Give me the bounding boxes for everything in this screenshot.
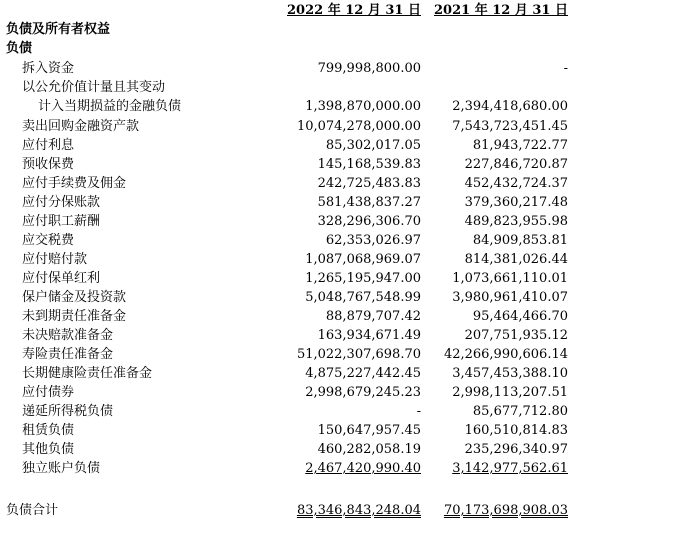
row-label: 预收保费 [22,157,75,172]
value-2021: 3,457,453,388.10 [452,366,568,381]
table-row [0,59,700,78]
section-title: 负债及所有者权益 [6,22,111,37]
row-label-line2: 计入当期损益的金融负债 [38,99,182,114]
table-row [0,117,700,136]
table-row [0,193,700,212]
table-row [0,78,700,97]
value-2021: 42,266,990,606.14 [443,347,568,362]
row-label: 卖出回购金融资产款 [22,119,140,134]
value-2022: 85,302,017.05 [325,138,421,153]
row-label: 应付利息 [22,138,75,153]
table-row [0,440,700,459]
value-2021: 2,394,418,680.00 [452,99,568,114]
row-label: 寿险责任准备金 [22,347,114,362]
value-2021: 489,823,955.98 [464,214,568,229]
row-label: 应付保单红利 [22,271,101,286]
value-2021: - [563,61,568,76]
value-2022: 460,282,058.19 [317,442,421,457]
table-row [0,136,700,155]
table-row [0,212,700,231]
table-row [0,459,700,478]
value-2021: 3,980,961,410.07 [452,290,568,305]
row-label: 保户储金及投资款 [22,290,127,305]
total-label: 负债合计 [6,503,59,518]
value-2021: 84,909,853.81 [472,233,568,248]
value-2022: 10,074,278,000.00 [296,119,421,134]
table-row-continued [0,97,700,116]
total-value-2021: 70,173,698,908.03 [443,503,568,518]
value-2022: 799,998,800.00 [317,61,421,76]
row-label: 应付债券 [22,385,75,400]
subsection-title-row [0,39,700,58]
table-row [0,364,700,383]
column-header-row [0,1,700,20]
row-label: 拆入资金 [22,61,75,76]
value-2021: 2,998,113,207.51 [452,385,568,400]
table-row [0,402,700,421]
section-title-row [0,20,700,39]
value-2022: 150,647,957.45 [317,423,421,438]
table-row [0,250,700,269]
subsection-title: 负债 [6,41,33,56]
row-label: 应付手续费及佣金 [22,176,127,191]
value-2021: 1,073,661,110.01 [452,271,568,286]
value-2022: 1,265,195,947.00 [305,271,421,286]
table-row [0,326,700,345]
table-row [0,307,700,326]
value-2022: 581,438,837.27 [317,195,421,210]
table-row [0,345,700,364]
value-2021: 452,432,724.37 [464,176,568,191]
value-2022: 145,168,539.83 [317,157,421,172]
value-2022: 5,048,767,548.99 [305,290,421,305]
value-2022: 2,467,420,990.40 [305,461,421,476]
value-2021: 227,846,720.87 [464,157,568,172]
table-row [0,155,700,174]
value-2021: 95,464,466.70 [472,309,568,324]
value-2021: 814,381,026.44 [464,252,568,267]
value-2022: 62,353,026.97 [325,233,421,248]
value-2022: 51,022,307,698.70 [296,347,421,362]
column-header-2021: 2021 年 12 月 31 日 [434,3,568,18]
row-label: 独立账户负债 [22,461,101,476]
value-2022: 2,998,679,245.23 [305,385,421,400]
row-label: 应付分保账款 [22,195,101,210]
row-label: 租赁负债 [22,423,75,438]
value-2021: 235,296,340.97 [464,442,568,457]
row-label: 应交税费 [22,233,75,248]
row-label: 未决赔款准备金 [22,328,114,343]
row-label: 递延所得税负债 [22,404,114,419]
row-label: 长期健康险责任准备金 [22,366,153,381]
value-2021: 207,751,935.12 [464,328,568,343]
value-2022: 1,398,870,000.00 [305,99,421,114]
row-label: 应付职工薪酬 [22,214,101,229]
row-label: 应付赔付款 [22,252,88,267]
table-row [0,288,700,307]
value-2022: 328,296,306.70 [317,214,421,229]
table-row [0,174,700,193]
table-row [0,231,700,250]
row-label: 未到期责任准备金 [22,309,127,324]
table-row [0,269,700,288]
value-2022: 4,875,227,442.45 [305,366,421,381]
value-2021: 81,943,722.77 [472,138,568,153]
total-value-2022: 83,346,843,248.04 [296,503,421,518]
value-2021: 85,677,712.80 [472,404,568,419]
value-2021: 3,142,977,562.61 [452,461,568,476]
value-2021: 7,543,723,451.45 [452,119,568,134]
value-2021: 379,360,217.48 [464,195,568,210]
column-header-2022: 2022 年 12 月 31 日 [287,3,421,18]
row-label: 以公允价值计量且其变动 [22,80,166,95]
total-row [0,501,700,520]
value-2022: 1,087,068,969.07 [305,252,421,267]
value-2021: 160,510,814.83 [464,423,568,438]
value-2022: 242,725,483.83 [317,176,421,191]
value-2022: 163,934,671.49 [317,328,421,343]
value-2022: - [416,404,421,419]
value-2022: 88,879,707.42 [325,309,421,324]
row-label: 其他负债 [22,442,75,457]
table-row [0,383,700,402]
table-row [0,421,700,440]
